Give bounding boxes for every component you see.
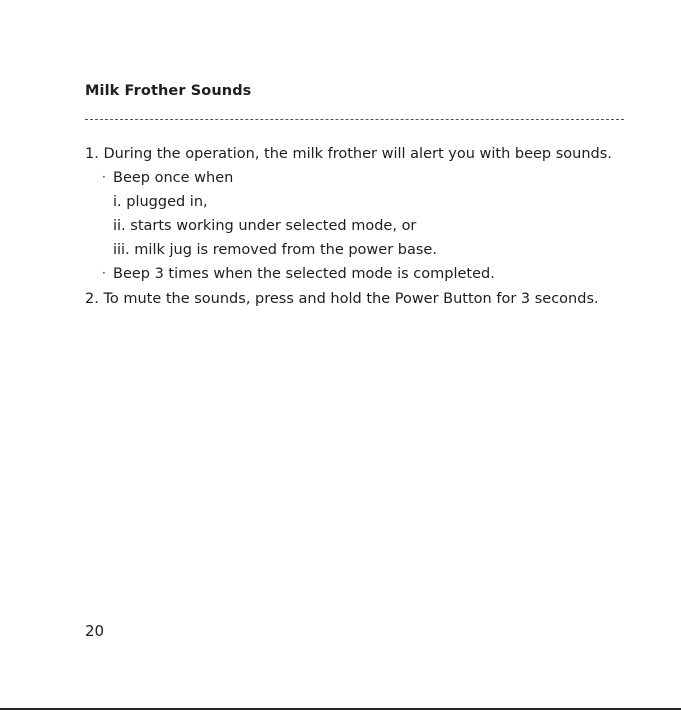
sub-item-ii: ii. starts working under selected mode, or <box>113 218 417 234</box>
page-number: 20 <box>85 622 105 640</box>
sub-item-i: i. plugged in, <box>113 194 208 210</box>
section-title: Milk Frother Sounds <box>85 83 252 99</box>
bullet-dot-icon: · <box>102 170 106 184</box>
bullet-dot-icon: · <box>102 266 106 280</box>
sub-item-iii: iii. milk jug is removed from the power base. <box>113 242 437 258</box>
bullet-beep-three: Beep 3 times when the selected mode is completed. <box>113 266 495 282</box>
instruction-item-1: 1. During the operation, the milk frother will alert you with beep sounds. <box>85 146 612 162</box>
bullet-beep-once: Beep once when <box>113 170 234 186</box>
instruction-item-2: 2. To mute the sounds, press and hold the Power Button for 3 seconds. <box>85 291 599 307</box>
dashed-divider <box>85 119 624 120</box>
